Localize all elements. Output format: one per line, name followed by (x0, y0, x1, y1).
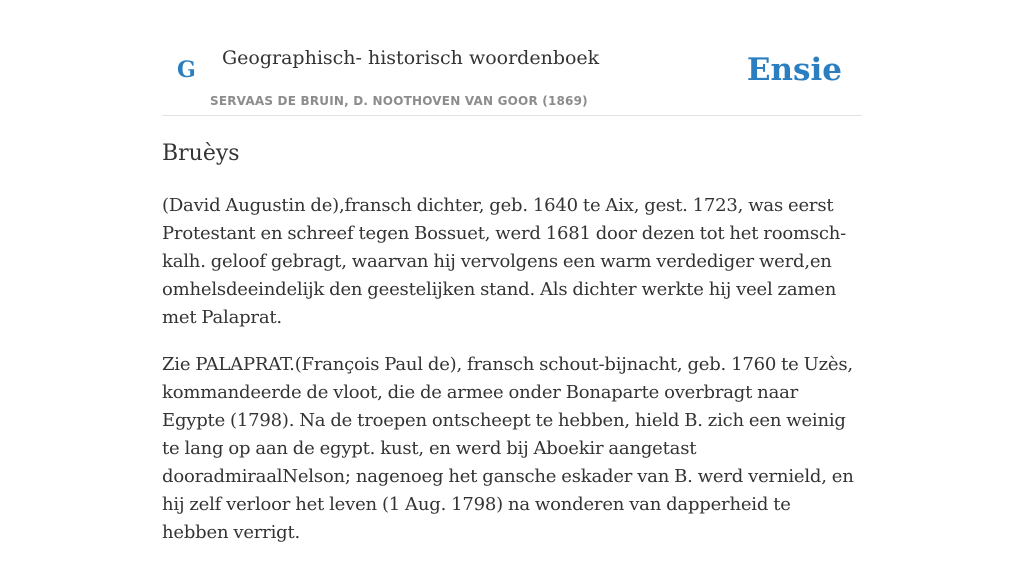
page (162, 0, 862, 543)
entry-content (162, 192, 862, 566)
ensie-logo[interactable]: Ensie (746, 52, 842, 88)
book-initial-icon[interactable]: G (177, 57, 196, 83)
entry-title: Bruèys (162, 141, 240, 166)
book-header (162, 0, 862, 116)
book-title-link[interactable]: Geographisch- historisch woordenboek (222, 47, 600, 69)
entry-paragraph: (David Augustin de),fransch dichter, geb. 1640 te Aix, gest. 1723, was eerst Protestant en schreef tegen Bossuet, werd 1681 door dezen tot het roomsch-kalh. geloof gebragt, waarvan hij vervolgens een warm verdediger werd,en omhelsdeeindelijk den geestelijken stand. Als dichter werkte hij veel zamen met Palaprat. (162, 195, 847, 328)
book-authors-year: SERVAAS DE BRUIN, D. NOOTHOVEN VAN GOOR (1869) (210, 94, 588, 108)
entry-paragraph: Zie PALAPRAT.(François Paul de), fransch schout-bijnacht, geb. 1760 te Uzès, kommandeerde de vloot, die de armee onder Bonaparte overbragt naar Egypte (1798). Na de troepen ontscheept te hebben, hield B. zich een weinig te lang op aan de egypt. kust, en werd bij Aboekir aangetast dooradmiraalNelson; nagenoeg het gansche eskader van B. werd vernield, en hij zelf verloor het leven (1 Aug. 1798) na wonderen van dapperheid te hebben verrigt. (162, 354, 854, 543)
